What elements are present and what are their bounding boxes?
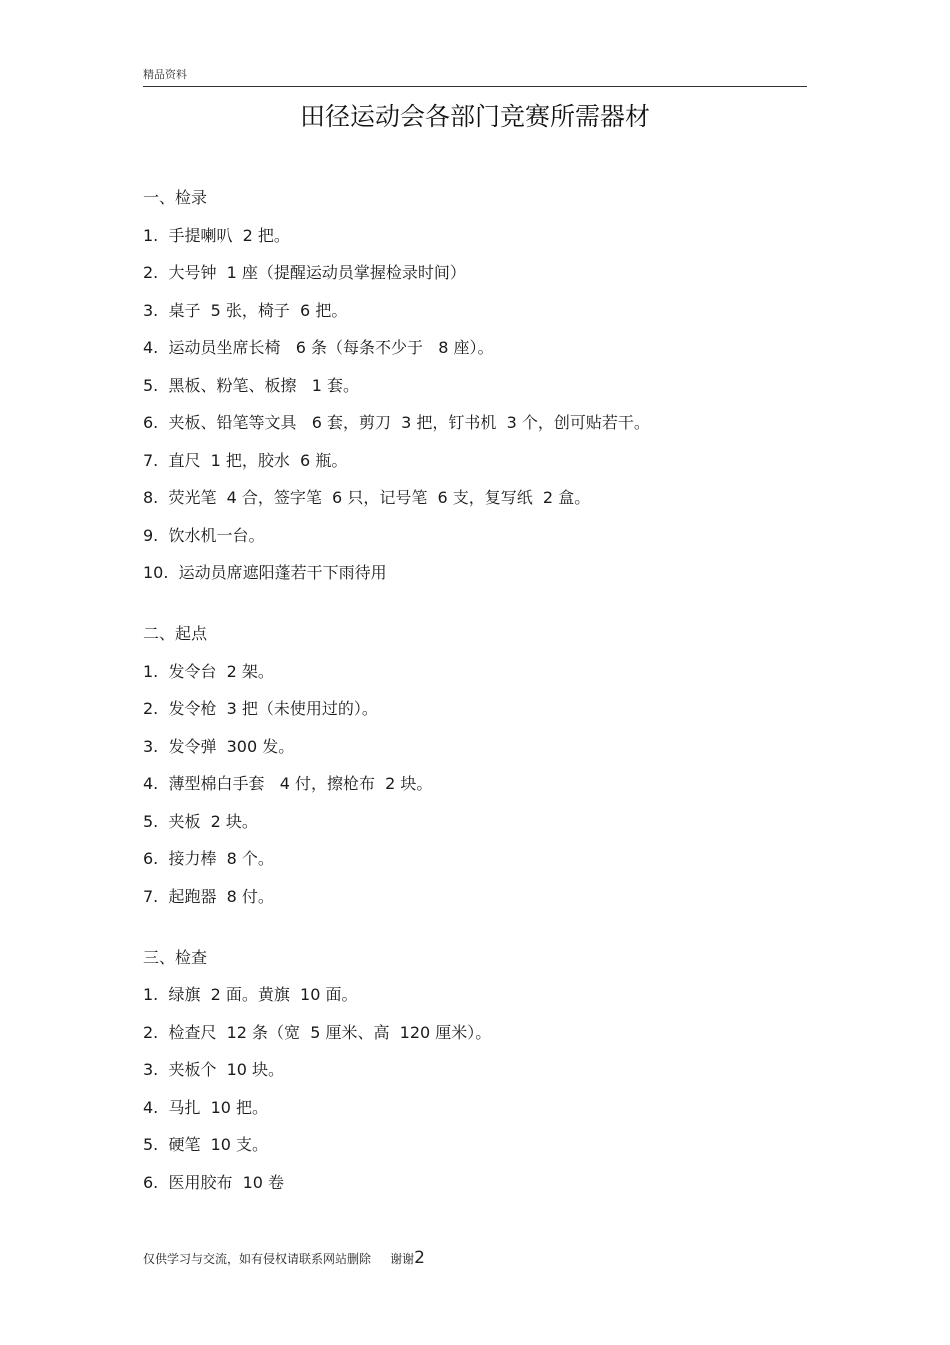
page-footer [143,1248,425,1269]
list-item: 2. 检查尺 12 条（宽 5 厘米、高 120 厘米）。 [143,1022,492,1042]
section-inspection [143,946,807,1195]
footer-text: 仅供学习与交流，如有侵权请联系网站删除 谢谢 [143,1252,415,1266]
list-item: 6. 夹板、铅笔等文具 6 套，剪刀 3 把，钉书机 3 个，创可贴若干。 [143,413,650,432]
list-item: 8. 荧光笔 4 合，签字笔 6 只，记号笔 6 支，复写纸 2 盒。 [143,488,591,507]
page-header [143,66,807,87]
list-item: 7. 直尺 1 把，胶水 6 瓶。 [143,450,348,470]
list-item: 6. 医用胶布 10 卷 [143,1172,285,1192]
list-item: 5. 黑板、粉笔、板擦 1 套。 [143,375,359,395]
list-item: 10. 运动员席遮阳蓬若干下雨待用 [143,563,387,582]
list-item: 7. 起跑器 8 付。 [143,886,274,906]
list-item: 1. 手提喇叭 2 把。 [143,225,290,245]
list-item: 5. 夹板 2 块。 [143,811,258,831]
section-heading: 一、检录 [143,188,208,207]
list-item: 6. 接力棒 8 个。 [143,849,274,868]
list-item: 4. 薄型棉白手套 4 付，擦枪布 2 块。 [143,774,433,793]
list-item: 4. 运动员坐席长椅 6 条（每条不少于 8 座）。 [143,338,494,357]
list-item: 3. 桌子 5 张，椅子 6 把。 [143,300,348,320]
list-item: 3. 发令弹 300 发。 [143,736,295,756]
list-item: 2. 发令枪 3 把（未使用过的）。 [143,699,378,718]
section-start [143,622,807,909]
section-registration [143,186,807,585]
section-heading: 二、起点 [143,624,208,643]
list-item: 4. 马扎 10 把。 [143,1097,269,1117]
section-heading: 三、检查 [143,947,208,967]
list-item: 5. 硬笔 10 支。 [143,1135,269,1154]
list-item: 3. 夹板个 10 块。 [143,1060,285,1079]
document-title: 田径运动会各部门竞赛所需器材 [299,102,650,131]
list-item: 2. 大号钟 1 座（提醒运动员掌握检录时间） [143,263,466,282]
list-item: 1. 绿旗 2 面。黄旗 10 面。 [143,985,358,1004]
list-item: 9. 饮水机一台。 [143,525,265,545]
list-item: 1. 发令台 2 架。 [143,661,274,681]
header-label: 精品资料 [143,68,187,81]
page-number: 2 [414,1248,425,1268]
equipment-sections [143,186,807,1232]
